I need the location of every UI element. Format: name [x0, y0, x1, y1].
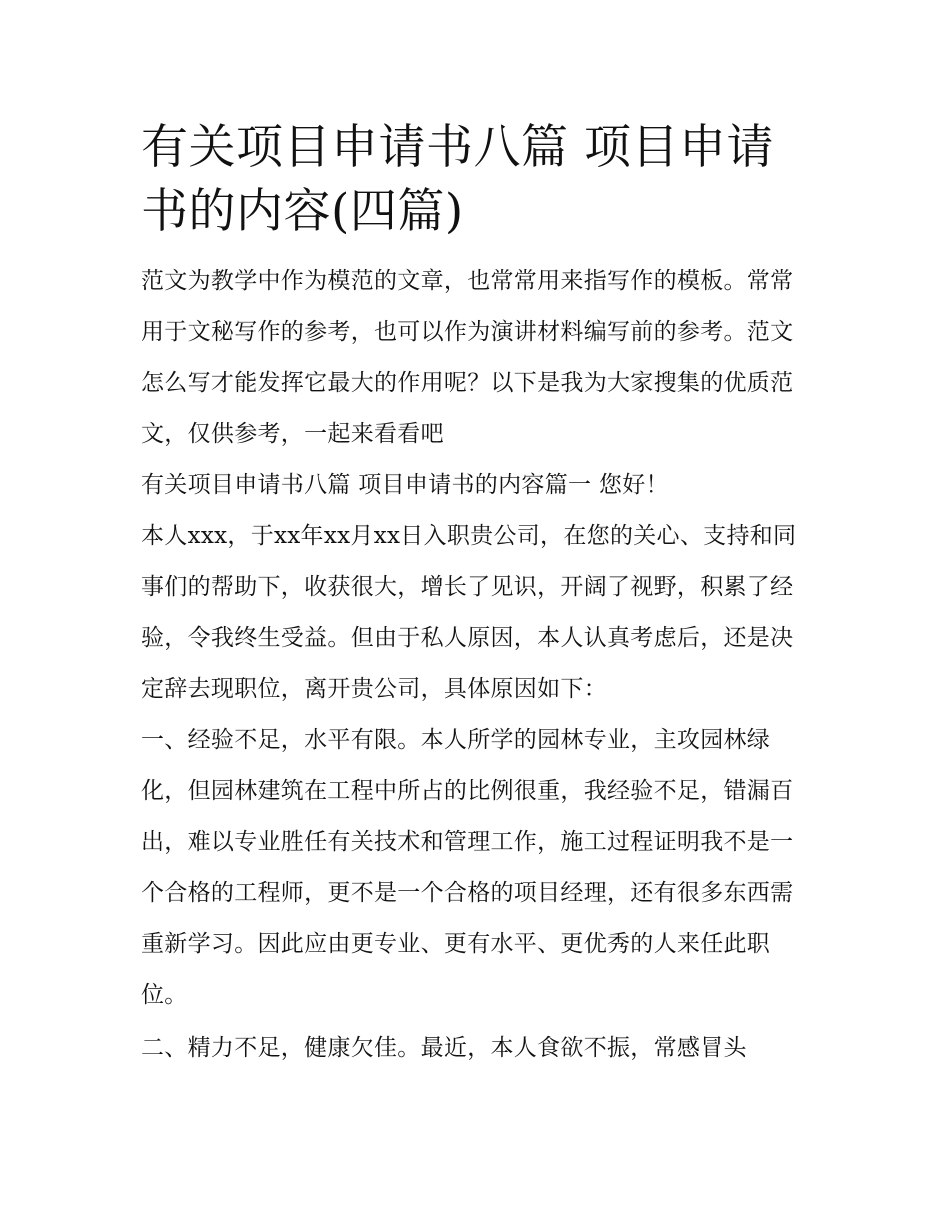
document-title: 有关项目申请书八篇 项目申请书的内容(四篇)	[141, 120, 774, 239]
section-heading-paragraph: 有关项目申请书八篇 项目申请书的内容篇一 您好！	[141, 472, 669, 498]
body-paragraph-2: 一、经验不足，水平有限。本人所学的园林专业，主攻园林绿化，但园林建筑在工程中所占的比例很重，我经验不足，错漏百出，难以专业胜任有关技术和管理工作，施工过程证明我不是一个合格的工程师，更不是一个合格的项目经理，还有很多东西需重新学习。因此应由更专业、更有水平、更优秀的人来任此职位。	[141, 727, 794, 1008]
intro-paragraph: 范文为教学中作为模范的文章，也常常用来指写作的模板。常常用于文秘写作的参考，也可以作为演讲材料编写前的参考。范文怎么写才能发挥它最大的作用呢？以下是我为大家搜集的优质范文，仅供参考，一起来看看吧	[141, 268, 794, 447]
document-body	[141, 116, 813, 1074]
body-paragraph-3: 二、精力不足，健康欠佳。最近，本人食欲不振，常感冒头	[141, 1035, 747, 1061]
body-paragraph-1: 本人xxx，于xx年xx月xx日入职贵公司，在您的关心、支持和同事们的帮助下，收获很大，增长了见识，开阔了视野，积累了经验，令我终生受益。但由于私人原因，本人认真考虑后，还是决定辞去现职位，离开贵公司，具体原因如下：	[141, 523, 797, 702]
